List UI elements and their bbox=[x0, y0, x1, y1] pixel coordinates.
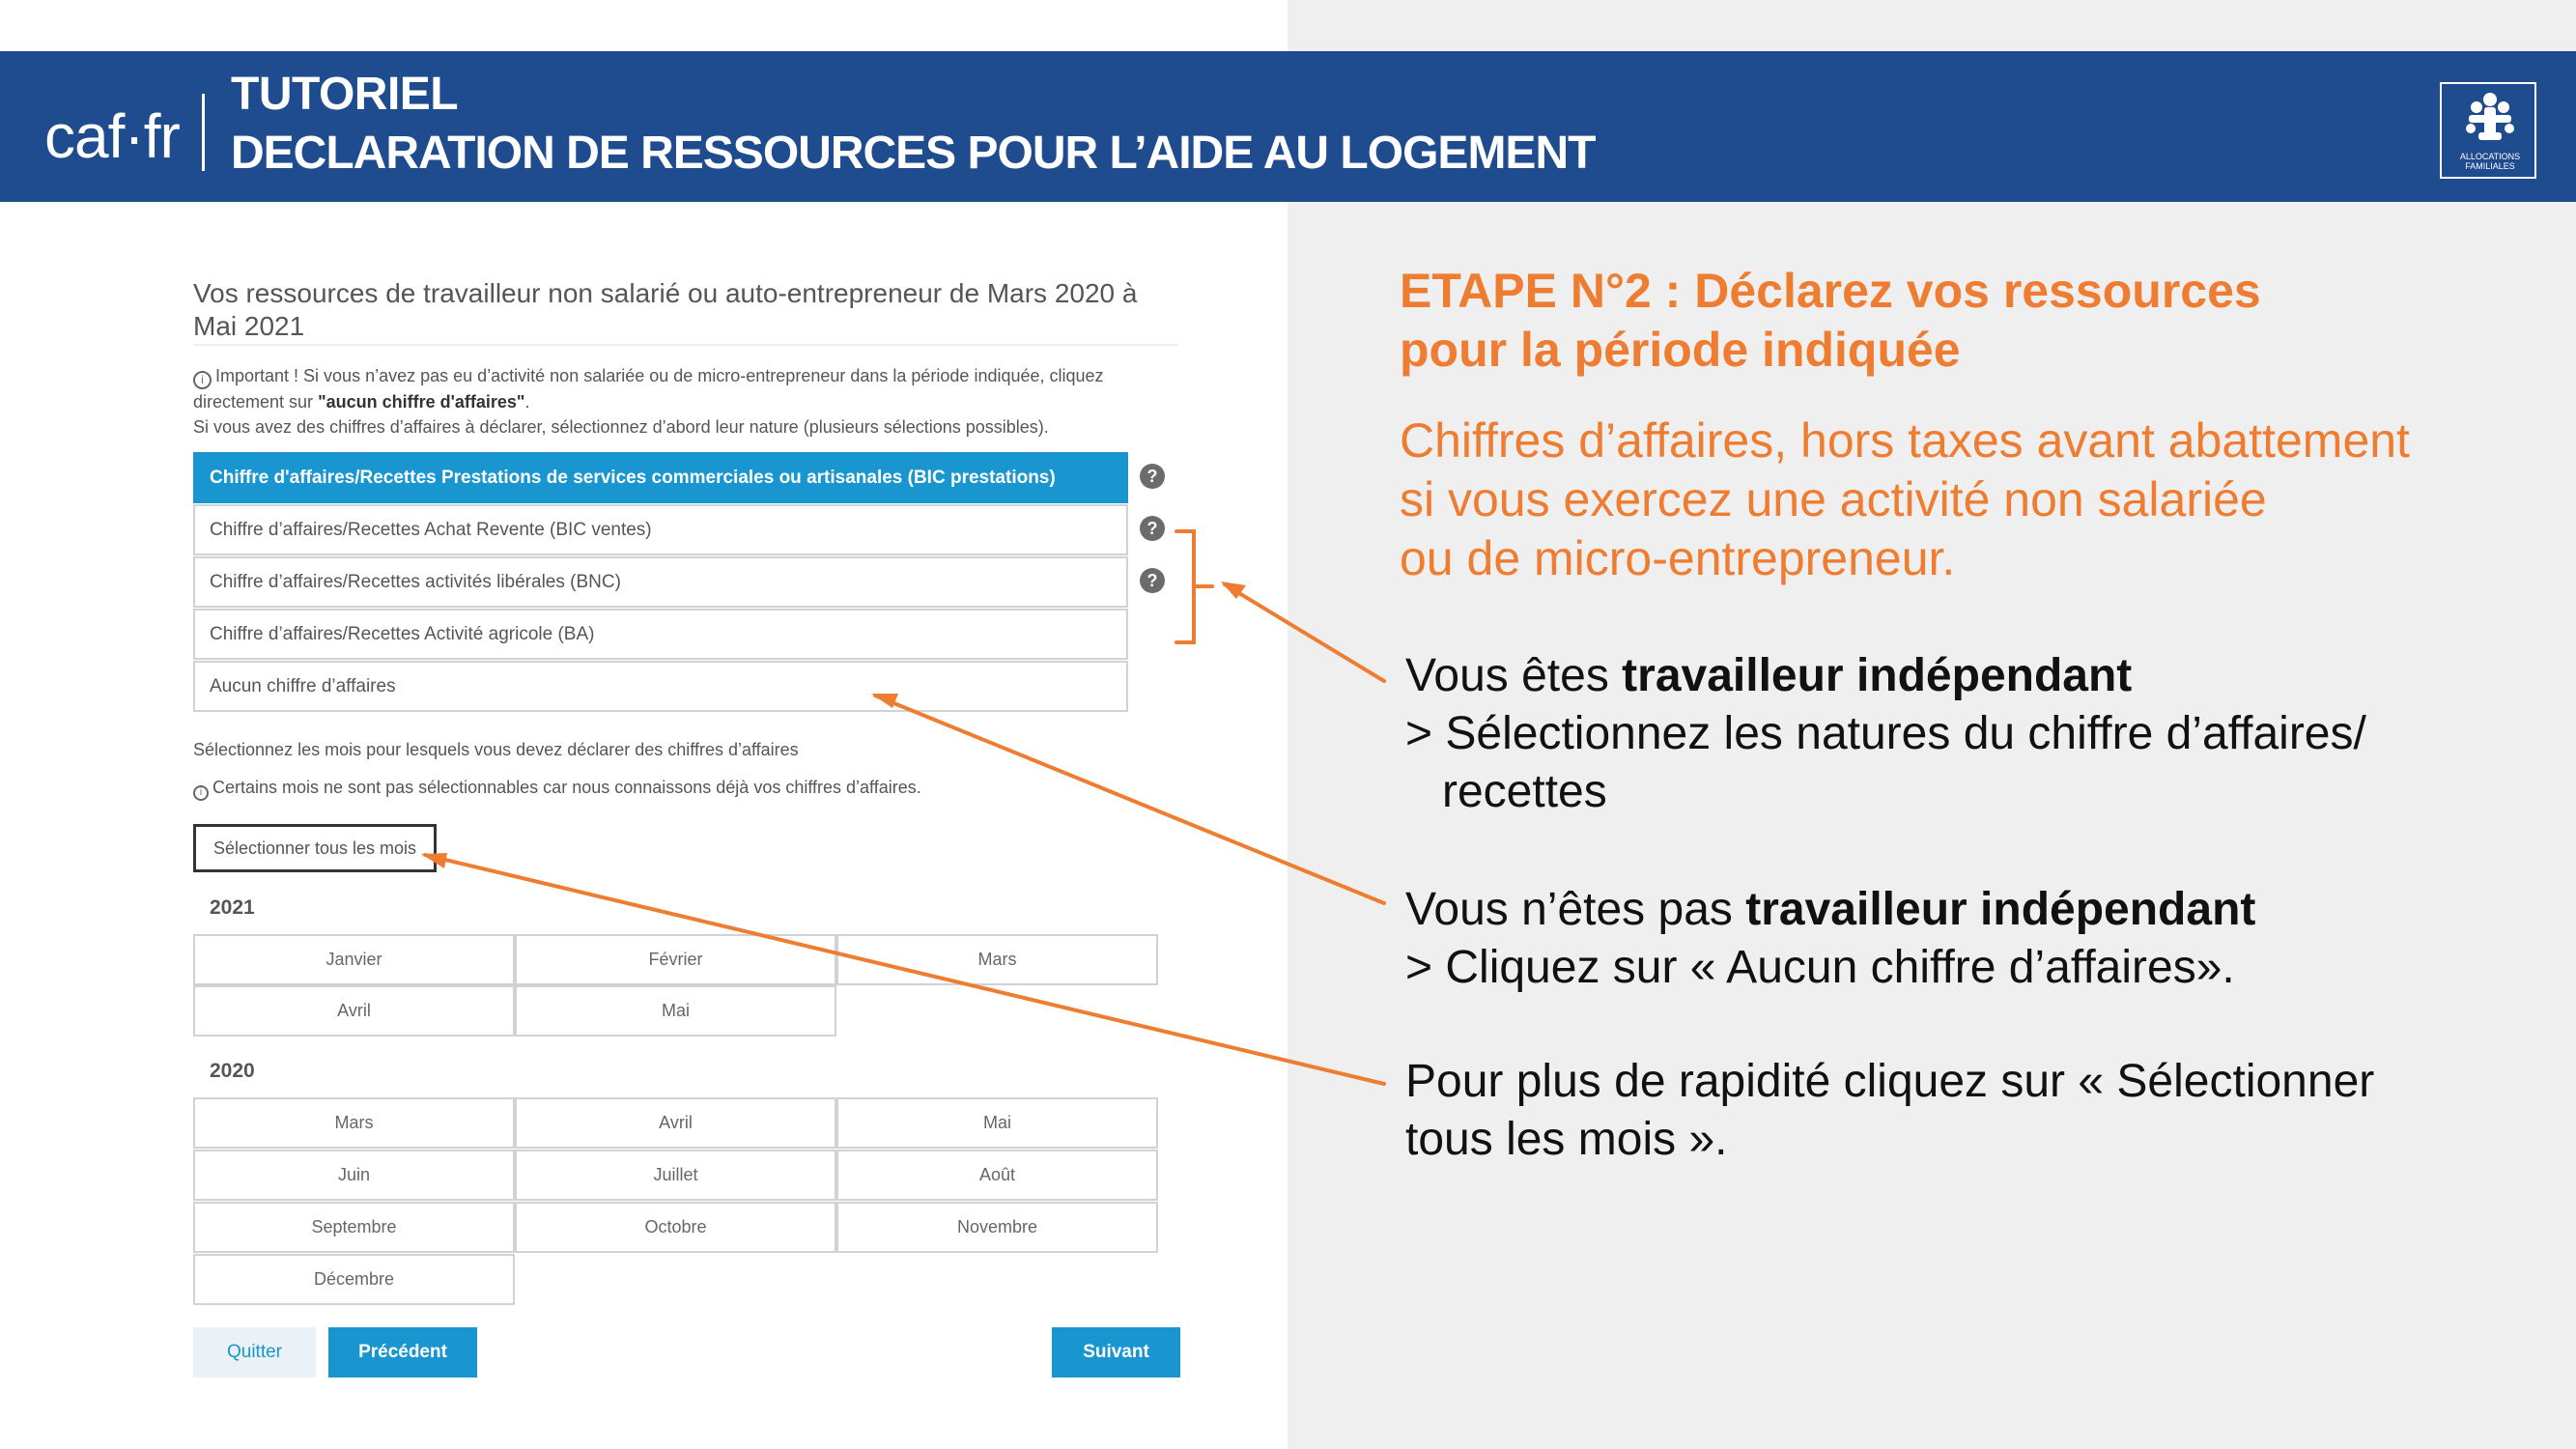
month-mai-2021[interactable]: Mai bbox=[515, 985, 836, 1037]
option-bnc[interactable]: Chiffre d’affaires/Recettes activités libérales (BNC) bbox=[193, 556, 1128, 608]
help-icon[interactable]: ? bbox=[1140, 464, 1165, 489]
p1-line3: recettes bbox=[1442, 766, 1607, 817]
description-line2: si vous exercez une activité non salariée bbox=[1400, 472, 2267, 526]
next-button[interactable]: Suivant bbox=[1052, 1327, 1180, 1378]
month-fevrier-2021[interactable]: Février bbox=[515, 934, 836, 985]
option-bic-ventes[interactable]: Chiffre d’affaires/Recettes Achat Revente (BIC ventes) bbox=[193, 504, 1128, 555]
year-2021-label: 2021 bbox=[210, 896, 255, 919]
option-ba[interactable]: Chiffre d’affaires/Recettes Activité agricole (BA) bbox=[193, 609, 1128, 660]
notice-end: . bbox=[524, 392, 530, 412]
info-icon: i bbox=[193, 371, 212, 389]
arrow-nature bbox=[1225, 584, 1384, 681]
p1-line2: > Sélectionnez les natures du chiffre d’affaires/ bbox=[1405, 708, 2366, 759]
quit-button[interactable]: Quitter bbox=[193, 1327, 316, 1378]
notice-line2: Si vous avez des chiffres d’affaires à déclarer, sélectionnez d’abord leur nature (plusieurs sélections possibles). bbox=[193, 417, 1049, 437]
help-icon[interactable]: ? bbox=[1140, 516, 1165, 541]
arrowhead-select-all bbox=[421, 853, 447, 868]
year-2020-label: 2020 bbox=[210, 1060, 255, 1082]
month-septembre-2020[interactable]: Septembre bbox=[193, 1202, 515, 1253]
month-avril-2021[interactable]: Avril bbox=[193, 985, 515, 1037]
month-janvier-2021[interactable]: Janvier bbox=[193, 934, 515, 985]
notice-text: Important ! Si vous n’avez pas eu d’activité non salariée ou de micro-entrepreneur dans la période indiquée, cliquez directement sur bbox=[193, 366, 1104, 412]
caf-logo[interactable]: caf·fr bbox=[44, 101, 180, 171]
description-line3: ou de micro-entrepreneur. bbox=[1400, 531, 1956, 585]
description-line1: Chiffres d’affaires, hors taxes avant abattement bbox=[1400, 413, 2410, 468]
month-novembre-2020[interactable]: Novembre bbox=[836, 1202, 1158, 1253]
option-aucun-chiffre[interactable]: Aucun chiffre d’affaires bbox=[193, 661, 1128, 712]
month-juin-2020[interactable]: Juin bbox=[193, 1150, 515, 1201]
month-mars-2020[interactable]: Mars bbox=[193, 1097, 515, 1149]
p2-line2: > Cliquez sur « Aucun chiffre d’affaires». bbox=[1405, 942, 2235, 993]
month-decembre-2020[interactable]: Décembre bbox=[193, 1254, 515, 1305]
months-heading: Sélectionnez les mois pour lesquels vous devez déclarer des chiffres d’affaires bbox=[193, 740, 799, 759]
p3-line1: Pour plus de rapidité cliquez sur « Sélectionner bbox=[1405, 1056, 2375, 1107]
p2-bold: travailleur indépendant bbox=[1745, 884, 2256, 935]
org-logo-caption: ALLOCATIONS FAMILIALES bbox=[2459, 152, 2521, 171]
arrow-select-all bbox=[425, 855, 1384, 1084]
months-info-text: Certains mois ne sont pas sélectionnables car nous connaissons déjà vos chiffres d’affaires. bbox=[212, 778, 921, 797]
tutorial-title: TUTORIEL bbox=[231, 69, 459, 120]
tutorial-subtitle: DECLARATION DE RESSOURCES POUR L’AIDE AU LOGEMENT bbox=[231, 128, 1596, 179]
bracket-shape bbox=[1176, 531, 1194, 642]
p2-prefix: Vous n’êtes pas bbox=[1405, 884, 1746, 935]
month-octobre-2020[interactable]: Octobre bbox=[515, 1202, 836, 1253]
help-icon[interactable]: ? bbox=[1140, 568, 1165, 593]
p1-bold: travailleur indépendant bbox=[1622, 650, 2133, 701]
notice-bold-link: "aucun chiffre d'affaires" bbox=[318, 392, 525, 412]
month-avril-2020[interactable]: Avril bbox=[515, 1097, 836, 1149]
select-all-months-button[interactable]: Sélectionner tous les mois bbox=[193, 824, 437, 872]
info-icon: i bbox=[193, 785, 209, 801]
p1-prefix: Vous êtes bbox=[1405, 650, 1623, 701]
step-heading-line1: ETAPE N°2 : Déclarez vos ressources bbox=[1400, 264, 2261, 318]
month-juillet-2020[interactable]: Juillet bbox=[515, 1150, 836, 1201]
arrowhead-aucun bbox=[871, 694, 898, 708]
option-bic-prestations[interactable]: Chiffre d'affaires/Recettes Prestations de services commerciales ou artisanales (BIC prestations) bbox=[193, 452, 1128, 503]
previous-button[interactable]: Précédent bbox=[328, 1327, 477, 1378]
month-mai-2020[interactable]: Mai bbox=[836, 1097, 1158, 1149]
form-title: Vos ressources de travailleur non salarié ou auto-entrepreneur de Mars 2020 à Mai 2021 bbox=[193, 278, 1138, 341]
arrow-aucun bbox=[875, 696, 1384, 903]
p3-line2: tous les mois ». bbox=[1405, 1114, 1728, 1165]
month-aout-2020[interactable]: Août bbox=[836, 1150, 1158, 1201]
step-heading-line2: pour la période indiquée bbox=[1400, 323, 1961, 377]
month-mars-2021[interactable]: Mars bbox=[836, 934, 1158, 985]
